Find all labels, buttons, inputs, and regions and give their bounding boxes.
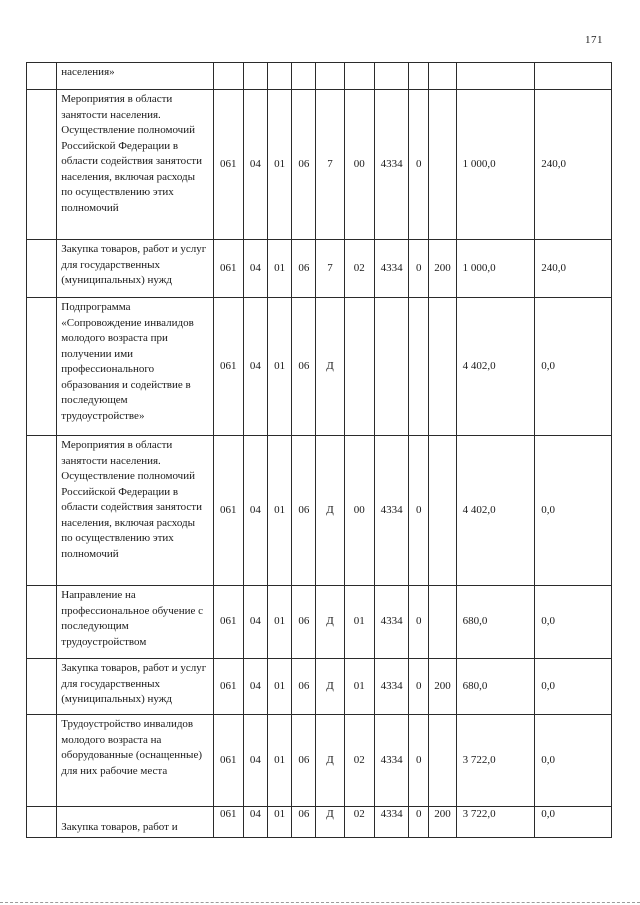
- table-row: [27, 298, 612, 436]
- code-cell: [456, 63, 535, 90]
- code-cell: 061: [213, 715, 243, 807]
- table-row: [27, 436, 612, 586]
- code-cell: 200: [429, 659, 456, 715]
- code-cell: [429, 90, 456, 240]
- code-cell: 7: [316, 90, 344, 240]
- code-cell: Д: [316, 807, 344, 838]
- row-index-cell: [27, 807, 57, 838]
- row-index-cell: [27, 90, 57, 240]
- row-index-cell: [27, 586, 57, 659]
- code-cell: 4334: [374, 715, 408, 807]
- code-cell: 01: [268, 586, 292, 659]
- row-name-cell: Закупка товаров, работ и услуг для государственных (муниципальных) нужд: [57, 659, 213, 715]
- code-cell: Д: [316, 436, 344, 586]
- code-cell: [292, 63, 316, 90]
- code-cell: 0: [409, 436, 429, 586]
- code-cell: 0: [409, 715, 429, 807]
- code-cell: 06: [292, 586, 316, 659]
- code-cell: 06: [292, 436, 316, 586]
- row-index-cell: [27, 240, 57, 298]
- code-cell: [374, 298, 408, 436]
- code-cell: 0,0: [535, 715, 612, 807]
- code-cell: 0: [409, 90, 429, 240]
- code-cell: 06: [292, 90, 316, 240]
- row-name-cell: Закупка товаров, работ и услуг для государственных (муниципальных) нужд: [57, 240, 213, 298]
- row-name-cell: Направление на профессиональное обучение с последующим трудоустройством: [57, 586, 213, 659]
- code-cell: 04: [243, 90, 267, 240]
- code-cell: 02: [344, 240, 374, 298]
- code-cell: Д: [316, 298, 344, 436]
- code-cell: [213, 63, 243, 90]
- code-cell: 4 402,0: [456, 298, 535, 436]
- row-name-cell: Закупка товаров, работ и: [57, 807, 213, 838]
- code-cell: [316, 63, 344, 90]
- code-cell: 04: [243, 298, 267, 436]
- table-row: [27, 807, 612, 838]
- code-cell: 06: [292, 807, 316, 838]
- code-cell: 01: [344, 586, 374, 659]
- code-cell: 00: [344, 436, 374, 586]
- code-cell: [429, 63, 456, 90]
- code-cell: 06: [292, 240, 316, 298]
- code-cell: 0,0: [535, 586, 612, 659]
- code-cell: 240,0: [535, 240, 612, 298]
- code-cell: 01: [268, 807, 292, 838]
- code-cell: 4334: [374, 436, 408, 586]
- code-cell: 0: [409, 659, 429, 715]
- budget-table: [26, 62, 612, 838]
- code-cell: 0,0: [535, 298, 612, 436]
- table-row: [27, 659, 612, 715]
- code-cell: 4334: [374, 586, 408, 659]
- code-cell: 06: [292, 659, 316, 715]
- code-cell: 3 722,0: [456, 715, 535, 807]
- code-cell: 02: [344, 715, 374, 807]
- code-cell: 04: [243, 659, 267, 715]
- code-cell: 200: [429, 807, 456, 838]
- code-cell: 01: [268, 659, 292, 715]
- code-cell: [429, 298, 456, 436]
- code-cell: 4334: [374, 240, 408, 298]
- code-cell: 4 402,0: [456, 436, 535, 586]
- row-name-cell: населения»: [57, 63, 213, 90]
- code-cell: 06: [292, 298, 316, 436]
- code-cell: 061: [213, 90, 243, 240]
- code-cell: 4334: [374, 807, 408, 838]
- code-cell: 061: [213, 659, 243, 715]
- row-index-cell: [27, 298, 57, 436]
- row-index-cell: [27, 715, 57, 807]
- scan-footer-line: [0, 902, 640, 903]
- code-cell: [429, 586, 456, 659]
- code-cell: 04: [243, 586, 267, 659]
- code-cell: 1 000,0: [456, 90, 535, 240]
- code-cell: [409, 298, 429, 436]
- code-cell: 00: [344, 90, 374, 240]
- code-cell: 4334: [374, 659, 408, 715]
- code-cell: 240,0: [535, 90, 612, 240]
- code-cell: 0: [409, 240, 429, 298]
- code-cell: 0,0: [535, 436, 612, 586]
- code-cell: 01: [344, 659, 374, 715]
- code-cell: 680,0: [456, 586, 535, 659]
- code-cell: 061: [213, 807, 243, 838]
- code-cell: 02: [344, 807, 374, 838]
- code-cell: 061: [213, 586, 243, 659]
- code-cell: [429, 436, 456, 586]
- table-row: [27, 63, 612, 90]
- code-cell: [409, 63, 429, 90]
- code-cell: 0,0: [535, 807, 612, 838]
- code-cell: 061: [213, 298, 243, 436]
- row-name-cell: Мероприятия в области занятости населения. Осуществление полномочий Российской Федерации в области содействия занятости населения, включая расходы по осуществлению этих полномочий: [57, 90, 213, 240]
- code-cell: 04: [243, 715, 267, 807]
- code-cell: 0: [409, 807, 429, 838]
- code-cell: 7: [316, 240, 344, 298]
- code-cell: 01: [268, 240, 292, 298]
- code-cell: 680,0: [456, 659, 535, 715]
- code-cell: 01: [268, 436, 292, 586]
- row-name-cell: Трудоустройство инвалидов молодого возраста на оборудованные (оснащенные) для них рабочие места: [57, 715, 213, 807]
- code-cell: Д: [316, 659, 344, 715]
- code-cell: 200: [429, 240, 456, 298]
- table-row: [27, 90, 612, 240]
- row-name-cell: Подпрограмма «Сопровождение инвалидов молодого возраста при получении ими профессионального образования и содействие в последующем трудоустройстве»: [57, 298, 213, 436]
- code-cell: [243, 63, 267, 90]
- code-cell: 4334: [374, 90, 408, 240]
- code-cell: 1 000,0: [456, 240, 535, 298]
- code-cell: 04: [243, 436, 267, 586]
- code-cell: [535, 63, 612, 90]
- code-cell: 3 722,0: [456, 807, 535, 838]
- code-cell: 01: [268, 715, 292, 807]
- code-cell: [344, 298, 374, 436]
- code-cell: 01: [268, 90, 292, 240]
- code-cell: [374, 63, 408, 90]
- code-cell: 01: [268, 298, 292, 436]
- code-cell: 06: [292, 715, 316, 807]
- table-row: [27, 715, 612, 807]
- row-index-cell: [27, 659, 57, 715]
- code-cell: 061: [213, 240, 243, 298]
- code-cell: 04: [243, 240, 267, 298]
- code-cell: 0,0: [535, 659, 612, 715]
- code-cell: [429, 715, 456, 807]
- table-row: [27, 586, 612, 659]
- code-cell: 04: [243, 807, 267, 838]
- row-index-cell: [27, 436, 57, 586]
- code-cell: Д: [316, 715, 344, 807]
- table-row: [27, 240, 612, 298]
- code-cell: [344, 63, 374, 90]
- code-cell: Д: [316, 586, 344, 659]
- row-index-cell: [27, 63, 57, 90]
- page-number: 171: [585, 34, 603, 46]
- code-cell: 061: [213, 436, 243, 586]
- code-cell: 0: [409, 586, 429, 659]
- row-name-cell: Мероприятия в области занятости населения. Осуществление полномочий Российской Федерации в области содействия занятости населения, включая расходы по осуществлению этих полномочий: [57, 436, 213, 586]
- code-cell: [268, 63, 292, 90]
